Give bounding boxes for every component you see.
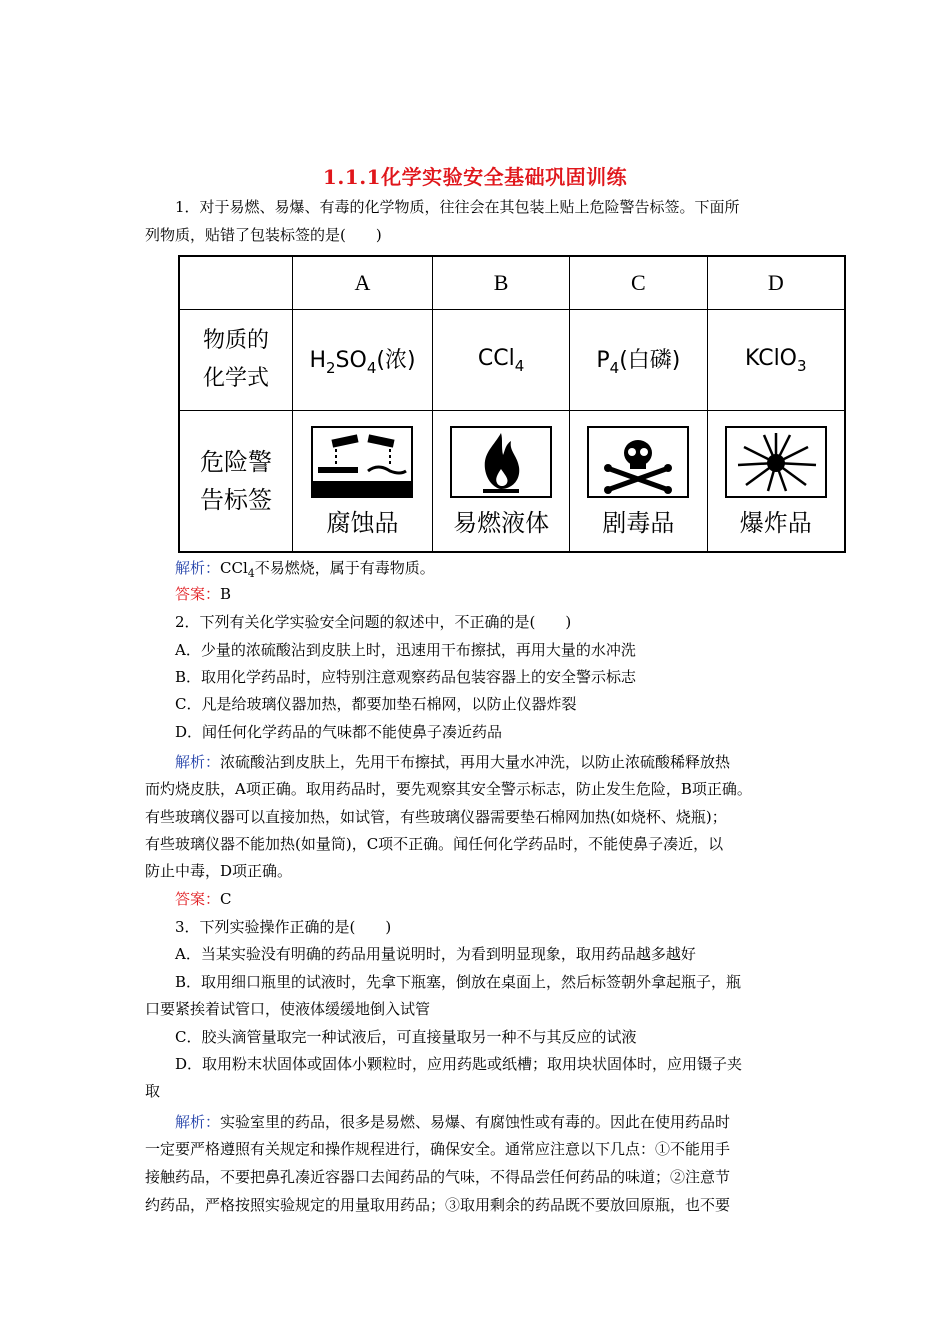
q3-analysis-line1: 解析：实验室里的药品，很多是易燃、易爆、有腐蚀性或有毒的。因此在使用药品时	[175, 1113, 731, 1131]
q3-option-d-line2: 取	[145, 1082, 161, 1100]
q3-option-a: A．当某实验没有明确的药品用量说明时，为看到明显现象，取用药品越多越好	[175, 945, 696, 963]
sign-cell-c	[570, 411, 707, 553]
q1-answer: 答案：B	[175, 585, 232, 603]
q3-option-b-line2: 口要紧挨着试管口，使液体缓缓地倒入试管	[145, 1000, 431, 1018]
q2-option-b: B．取用化学药品时，应特别注意观察药品包装容器上的安全警示标志	[175, 668, 637, 686]
formula-b: CCl$_4$	[432, 310, 569, 411]
q2-option-d: D．闻任何化学药品的气味都不能使鼻子凑近药品	[175, 723, 503, 741]
q1-analysis: 解析：CCl$_4$不易燃烧，属于有毒物质。	[175, 559, 435, 580]
table-corner-cell	[179, 256, 293, 310]
header-b: B	[432, 256, 569, 310]
q3-analysis-line2: 一定要严格遵照有关规定和操作规程进行，确保安全。通常应注意以下几点：①不能用手	[145, 1140, 731, 1158]
q2-stem: 2．下列有关化学实验安全问题的叙述中，不正确的是( )	[175, 613, 572, 631]
sign-label-c: 剧毒品	[602, 508, 675, 537]
q2-analysis-line4: 有些玻璃仪器不能加热(如量筒)，C项不正确。闻任何化学药品时，不能使鼻子凑近，以	[145, 835, 724, 853]
q2-analysis-line1: 解析：浓硫酸沾到皮肤上，先用干布擦拭，再用大量水冲洗，以防止浓硫酸稀释放热	[175, 753, 731, 771]
sign-label-b: 易燃液体	[453, 508, 550, 537]
q3-option-d-line1: D．取用粉末状固体或固体小颗粒时，应用药匙或纸槽；取用块状固体时，应用镊子夹	[175, 1055, 743, 1073]
q3-analysis-line3: 接触药品，不要把鼻孔凑近容器口去闻药品的气味，不得品尝任何药品的味道；②注意节	[145, 1168, 731, 1186]
explosion-icon	[724, 425, 828, 499]
corrosive-icon	[310, 425, 414, 499]
formula-a: $H_2SO_4$(浓)	[293, 310, 433, 411]
q3-stem: 3．下列实验操作正确的是( )	[175, 918, 392, 936]
q1-stem-line2: 列物质，贴错了包装标签的是( )	[145, 226, 382, 244]
header-a: A	[293, 256, 433, 310]
sign-label-d: 爆炸品	[739, 508, 812, 537]
flame-icon	[449, 425, 553, 499]
formula-d: KClO$_3$	[707, 310, 845, 411]
sign-cell-b	[432, 411, 569, 553]
q2-analysis-line5: 防止中毒，D项正确。	[145, 862, 293, 880]
row-label-formula: 物质的 化学式	[179, 310, 293, 411]
q2-option-a: A．少量的浓硫酸沾到皮肤上时，迅速用干布擦拭，再用大量的水冲洗	[175, 641, 636, 659]
sign-label-a: 腐蚀品	[326, 508, 399, 537]
page-title: 1.1.1化学实验安全基础巩固训练	[322, 165, 628, 189]
q3-option-b-line1: B．取用细口瓶里的试液时，先拿下瓶塞，倒放在桌面上，然后标签朝外拿起瓶子，瓶	[175, 973, 742, 991]
q3-analysis-line4: 约药品，严格按照实验规定的用量取用药品；③取用剩余的药品既不要放回原瓶，也不要	[145, 1196, 731, 1214]
formula-c: $P_4$(白磷)	[570, 310, 707, 411]
sign-cell-a	[293, 411, 433, 553]
q1-stem-line1: 1．对于易燃、易爆、有毒的化学物质，往往会在其包装上贴上危险警告标签。下面所	[175, 198, 740, 216]
skull-crossbones-icon	[586, 425, 690, 499]
header-d: D	[707, 256, 845, 310]
q2-analysis-line3: 有些玻璃仪器可以直接加热，如试管，有些玻璃仪器需要垫石棉网加热(如烧杯、烧瓶)；	[145, 808, 727, 826]
row-label-sign: 危险警 告标签	[179, 411, 293, 553]
hazard-label-table	[178, 255, 846, 553]
sign-cell-d	[707, 411, 845, 553]
q2-analysis-line2: 而灼烧皮肤，A项正确。取用药品时，要先观察其安全警示标志，防止发生危险，B项正确。	[145, 780, 752, 798]
header-c: C	[570, 256, 707, 310]
q2-option-c: C．凡是给玻璃仪器加热，都要加垫石棉网，以防止仪器炸裂	[175, 695, 577, 713]
q3-option-c: C．胶头滴管量取完一种试液后，可直接量取另一种不与其反应的试液	[175, 1028, 637, 1046]
q2-answer: 答案：C	[175, 890, 232, 908]
